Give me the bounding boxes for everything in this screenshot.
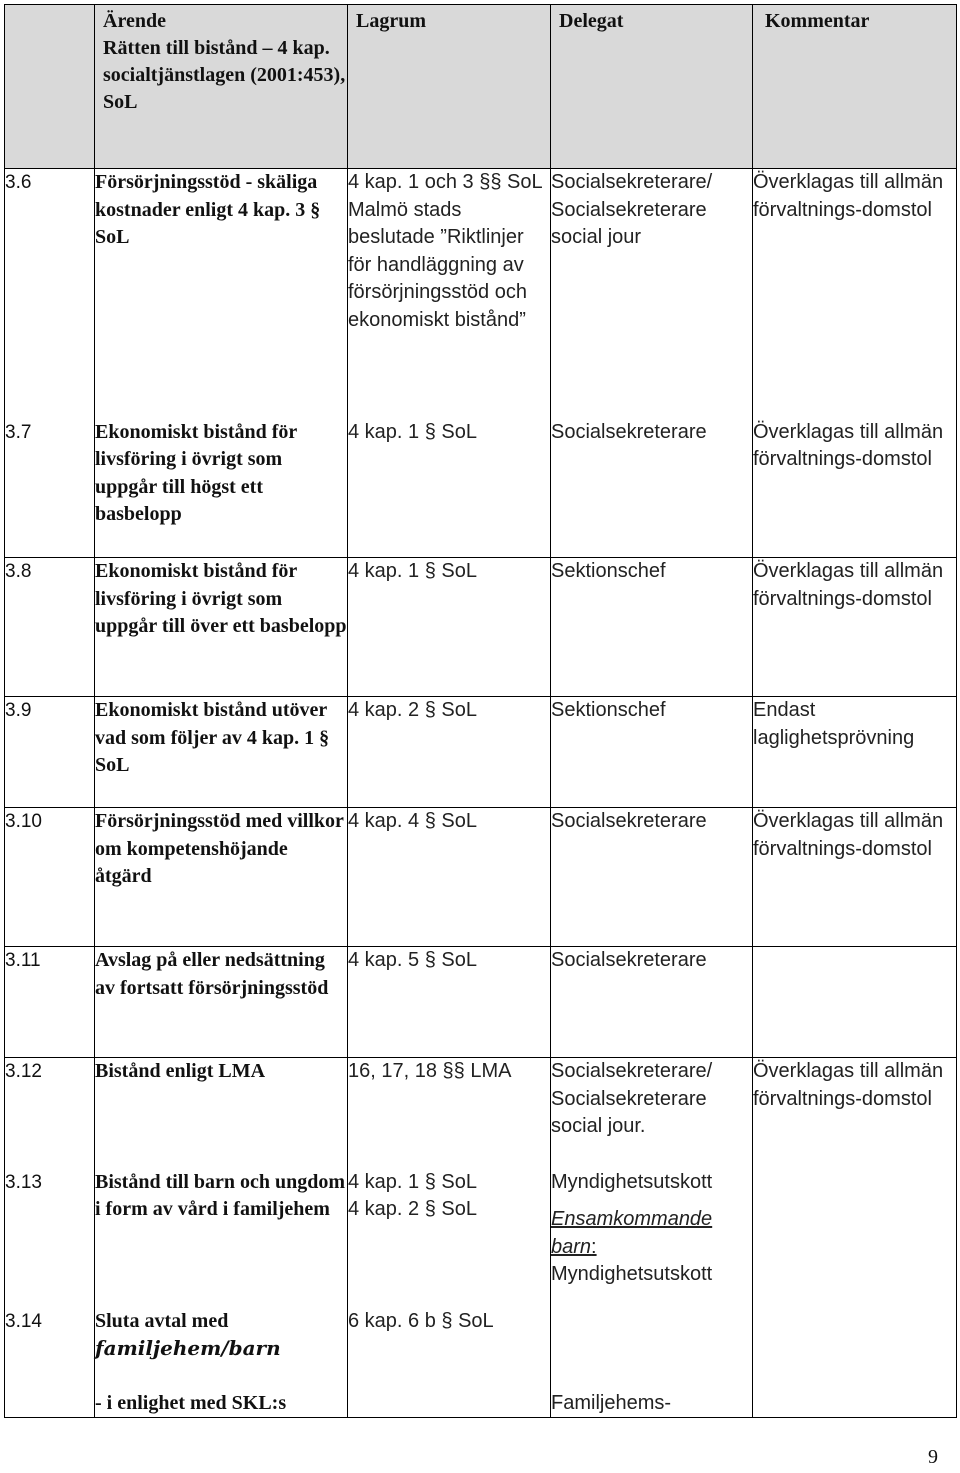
table-row xyxy=(5,169,957,419)
table-row xyxy=(5,1308,957,1418)
row-arende: Ekonomiskt bistånd för livsföring i övrigt som uppgår till högst ett basbelopp xyxy=(95,419,348,558)
row-number: 3.13 xyxy=(5,1169,95,1308)
row-lagrum: 4 kap. 1 och 3 §§ SoL Malmö stads beslutade ”Riktlinjer för handläggning av försörjningsstöd och ekonomiskt bistånd” xyxy=(348,169,551,419)
table-row xyxy=(5,558,957,697)
table-row xyxy=(5,697,957,808)
arende-text: Sluta avtal med xyxy=(95,1309,229,1332)
row-arende: Ekonomiskt bistånd utöver vad som följer av 4 kap. 1 § SoL xyxy=(95,697,348,808)
row-lagrum: 4 kap. 1 § SoL xyxy=(348,419,551,558)
row-number: 3.7 xyxy=(5,419,95,558)
table-row xyxy=(5,1169,957,1308)
row-kommentar: Överklagas till allmän förvaltnings-domstol xyxy=(753,558,957,697)
row-number: 3.8 xyxy=(5,558,95,697)
row-delegat xyxy=(551,1308,753,1418)
table-row xyxy=(5,419,957,558)
row-lagrum: 4 kap. 2 § SoL xyxy=(348,697,551,808)
row-delegat: Socialsekreterare/ Socialsekreterare social jour. xyxy=(551,1058,753,1169)
row-arende: Ekonomiskt bistånd för livsföring i övrigt som uppgår till över ett basbelopp xyxy=(95,558,348,697)
header-number-cell xyxy=(5,5,95,169)
row-lagrum: 6 kap. 6 b § SoL xyxy=(348,1308,551,1418)
header-arende xyxy=(95,5,348,169)
row-number: 3.10 xyxy=(5,808,95,947)
table-row xyxy=(5,1058,957,1169)
row-number: 3.9 xyxy=(5,697,95,808)
row-delegat: Sektionschef xyxy=(551,558,753,697)
row-arende xyxy=(95,1308,348,1418)
row-kommentar: Endast laglighetsprövning xyxy=(753,697,957,808)
delegation-table xyxy=(4,4,957,1418)
delegat-extra: Familjehems- xyxy=(551,1391,672,1414)
row-kommentar xyxy=(753,947,957,1058)
row-arende: Försörjningsstöd - skäliga kostnader enligt 4 kap. 3 § SoL xyxy=(95,169,348,419)
row-number: 3.11 xyxy=(5,947,95,1058)
row-lagrum: 4 kap. 1 § SoL xyxy=(348,558,551,697)
row-kommentar: Överklagas till allmän förvaltnings-domstol xyxy=(753,419,957,558)
arende-extra: - i enlighet med SKL:s xyxy=(95,1391,287,1414)
row-number: 3.14 xyxy=(5,1308,95,1418)
row-kommentar xyxy=(753,1169,957,1308)
row-delegat: Sektionschef xyxy=(551,697,753,808)
row-kommentar xyxy=(753,1308,957,1418)
row-kommentar: Överklagas till allmän förvaltnings-domstol xyxy=(753,1058,957,1169)
header-arende-text: Ärende Rätten till bistånd – 4 kap. socialtjänstlagen (2001:453), SoL xyxy=(103,10,346,113)
row-lagrum: 4 kap. 1 § SoL 4 kap. 2 § SoL xyxy=(348,1169,551,1308)
row-number: 3.12 xyxy=(5,1058,95,1169)
row-delegat xyxy=(551,1169,753,1308)
page-number: 9 xyxy=(928,1446,938,1468)
table-header-row xyxy=(5,5,957,169)
row-lagrum: 16, 17, 18 §§ LMA xyxy=(348,1058,551,1169)
row-arende: Bistånd till barn och ungdom i form av vård i familjehem xyxy=(95,1169,348,1308)
delegat-main: Myndighetsutskott xyxy=(551,1170,713,1193)
row-lagrum: 4 kap. 5 § SoL xyxy=(348,947,551,1058)
delegat-sub-colon: : xyxy=(591,1235,597,1258)
row-kommentar: Överklagas till allmän förvaltnings-domstol xyxy=(753,169,957,419)
row-kommentar: Överklagas till allmän förvaltnings-domstol xyxy=(753,808,957,947)
row-delegat: Socialsekreterare xyxy=(551,947,753,1058)
row-delegat: Socialsekreterare xyxy=(551,808,753,947)
row-arende: Försörjningsstöd med villkor om kompetenshöjande åtgärd xyxy=(95,808,348,947)
table-row xyxy=(5,947,957,1058)
header-delegat: Delegat xyxy=(551,5,753,169)
header-lagrum: Lagrum xyxy=(348,5,551,169)
row-number: 3.6 xyxy=(5,169,95,419)
row-lagrum: 4 kap. 4 § SoL xyxy=(348,808,551,947)
delegat-sub-value: Myndighetsutskott xyxy=(551,1263,713,1285)
table-row xyxy=(5,808,957,947)
row-delegat: Socialsekreterare xyxy=(551,419,753,558)
arende-handwritten: familjehem/barn xyxy=(95,1336,281,1360)
delegat-sub-label: Ensamkommande barn xyxy=(551,1208,713,1258)
header-kommentar: Kommentar xyxy=(753,5,957,169)
row-delegat: Socialsekreterare/ Socialsekreterare social jour xyxy=(551,169,753,419)
delegat-sub xyxy=(551,1206,752,1261)
row-arende: Avslag på eller nedsättning av fortsatt försörjningsstöd xyxy=(95,947,348,1058)
row-arende: Bistånd enligt LMA xyxy=(95,1058,348,1169)
